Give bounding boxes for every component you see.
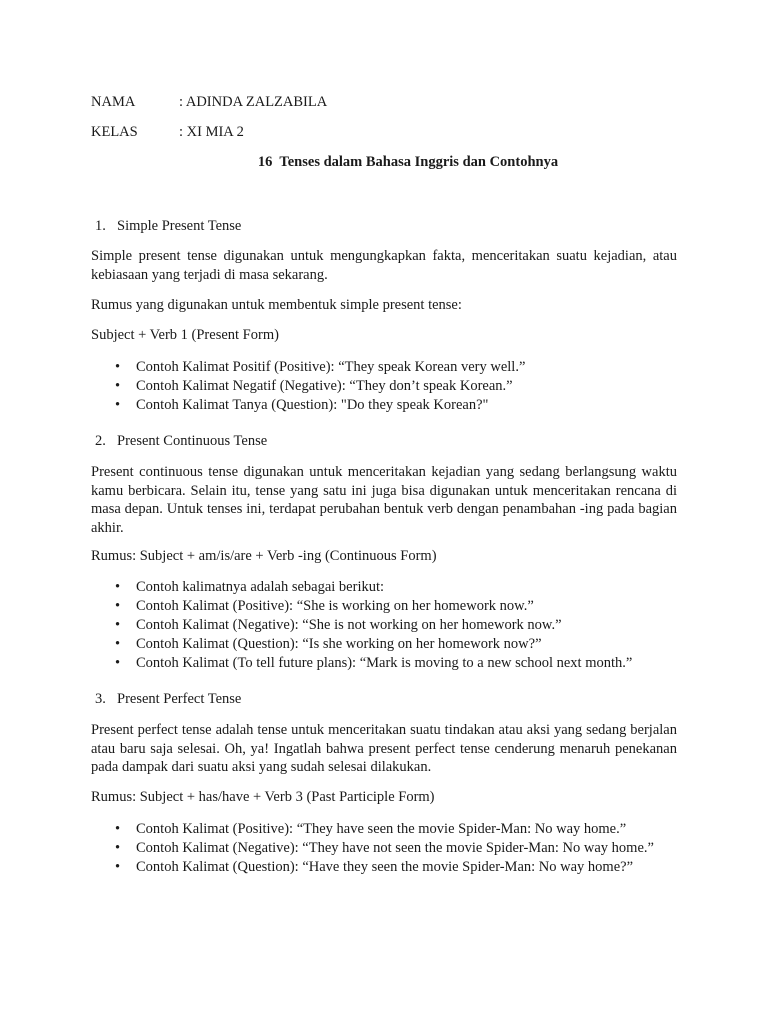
- formula-1: Subject + Verb 1 (Present Form): [91, 327, 279, 343]
- bullet: •: [115, 655, 121, 671]
- example-text: Contoh Kalimat (Question): “Have they seen the movie Spider-Man: No way home?”: [136, 859, 634, 875]
- bullet: •: [115, 397, 121, 413]
- section-number: 2.: [95, 433, 106, 449]
- section-title: Present Perfect Tense: [117, 691, 242, 707]
- list-item: [91, 358, 691, 377]
- section-number: 3.: [95, 691, 106, 707]
- list-item: [91, 616, 691, 635]
- example-text: Contoh Kalimat (To tell future plans): “Mark is moving to a new school next month.”: [136, 655, 633, 671]
- name-value: : ADINDA ZALZABILA: [179, 94, 328, 110]
- section-description-3: Present perfect tense adalah tense untuk menceritakan suatu tindakan atau aksi yang sedang berjalan atau baru saja selesai. Oh, ya! Ingatlah bahwa present perfect tense cenderung menaruh penekanan pada dampak dari suatu aksi yang sudah selesai dilakukan.: [91, 722, 677, 775]
- list-item: [91, 597, 691, 616]
- bullet: •: [115, 598, 121, 614]
- formula-3: Rumus: Subject + has/have + Verb 3 (Past Participle Form): [91, 789, 435, 805]
- example-text: Contoh Kalimat (Negative): “She is not working on her homework now.”: [136, 617, 562, 633]
- example-text: Contoh Kalimat (Positive): “They have seen the movie Spider-Man: No way home.”: [136, 821, 627, 837]
- example-text: Contoh Kalimat Positif (Positive): “They speak Korean very well.”: [136, 359, 526, 375]
- section-number: 1.: [95, 218, 106, 234]
- section-heading-1: [95, 218, 241, 235]
- section-title: Present Continuous Tense: [117, 433, 268, 449]
- list-item: [91, 635, 691, 654]
- section-heading-3: [95, 691, 241, 708]
- formula-2: Rumus: Subject + am/is/are + Verb -ing (Continuous Form): [91, 548, 437, 564]
- bullet: •: [115, 617, 121, 633]
- class-value: : XI MIA 2: [179, 124, 244, 140]
- section-heading-2: [95, 433, 267, 450]
- list-item: [91, 377, 691, 396]
- list-item: [91, 839, 691, 858]
- name-label: NAMA: [91, 94, 136, 110]
- list-item: [91, 396, 691, 415]
- class-row: [91, 124, 244, 141]
- list-item: [91, 858, 691, 877]
- section-title: Simple Present Tense: [117, 218, 242, 234]
- name-row: [91, 94, 327, 111]
- section-description-2: Present continuous tense digunakan untuk menceritakan kejadian yang sedang berlangsung waktu kamu berbicara. Selain itu, tense yang satu ini juga bisa digunakan untuk menceritakan rencana di masa depan. Untuk tenses ini, terdapat perubahan bentuk verb dengan penambahan -ing pada bagian akhir.: [91, 464, 677, 536]
- example-text: Contoh Kalimat Tanya (Question): "Do they speak Korean?": [136, 397, 489, 413]
- examples-list-1: [91, 358, 691, 415]
- example-text: Contoh Kalimat Negatif (Negative): “They don’t speak Korean.”: [136, 378, 513, 394]
- bullet: •: [115, 840, 121, 856]
- bullet: •: [115, 579, 121, 595]
- document-title: 16 Tenses dalam Bahasa Inggris dan Contohnya: [257, 154, 559, 170]
- example-text: Contoh Kalimat (Negative): “They have not seen the movie Spider-Man: No way home.”: [136, 840, 654, 856]
- examples-list-2: [91, 578, 691, 673]
- bullet: •: [115, 821, 121, 837]
- bullet: •: [115, 859, 121, 875]
- bullet: •: [115, 359, 121, 375]
- list-item: [91, 820, 691, 839]
- class-label: KELAS: [91, 124, 138, 140]
- example-text: Contoh Kalimat (Positive): “She is working on her homework now.”: [136, 598, 534, 614]
- bullet: •: [115, 636, 121, 652]
- list-item: [91, 578, 691, 597]
- section-description-1: Simple present tense digunakan untuk mengungkapkan fakta, menceritakan suatu kejadian, atau kebiasaan yang terjadi di masa sekarang.: [91, 248, 677, 283]
- examples-list-3: [91, 820, 691, 877]
- example-text: Contoh Kalimat (Question): “Is she working on her homework now?”: [136, 636, 542, 652]
- list-item: [91, 654, 691, 673]
- bullet: •: [115, 378, 121, 394]
- formula-intro-1: Rumus yang digunakan untuk membentuk simple present tense:: [91, 297, 462, 313]
- example-text: Contoh kalimatnya adalah sebagai berikut:: [136, 579, 385, 595]
